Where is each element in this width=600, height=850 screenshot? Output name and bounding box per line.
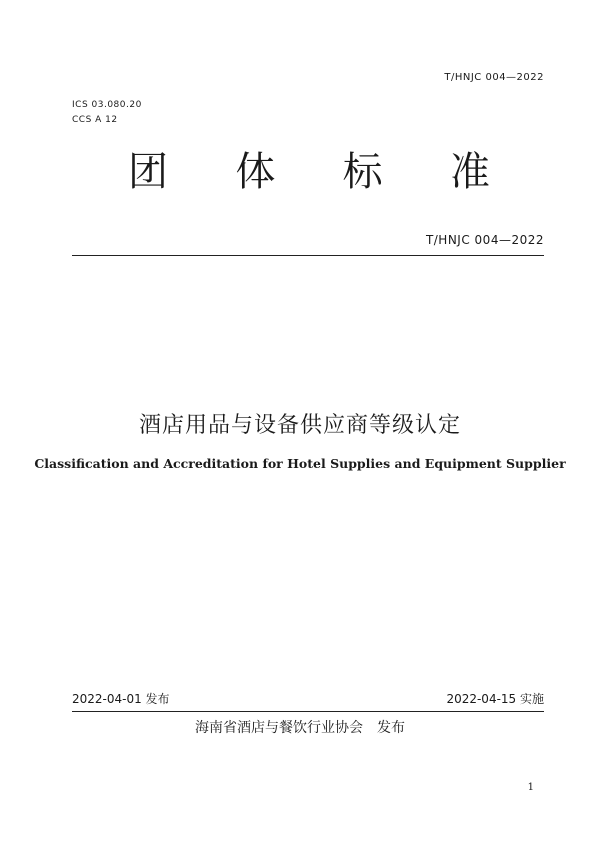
implement-date: 2022-04-15 实施	[446, 692, 544, 706]
ics-code: ICS 03.080.20	[72, 100, 142, 110]
type-title-char: 团	[128, 149, 168, 195]
title-chinese: 酒店用品与设备供应商等级认定	[138, 413, 461, 438]
type-title-char: 标	[342, 149, 383, 195]
publish-date: 2022-04-01 发布	[72, 692, 170, 706]
header-standard-code: T/HNJC 004—2022	[444, 72, 544, 83]
standard-number: T/HNJC 004—2022	[425, 233, 544, 247]
document-type-title	[128, 148, 490, 196]
issuer: 海南省酒店与餐饮行业协会 发布	[195, 720, 405, 736]
page-number: 1	[527, 782, 534, 793]
top-divider	[72, 255, 544, 256]
type-title-char: 体	[235, 149, 276, 195]
type-title-char: 准	[449, 149, 490, 195]
ccs-code: CCS A 12	[72, 115, 118, 125]
title-english: Classification and Accreditation for Hotel Supplies and Equipment Supplier	[34, 456, 566, 471]
bottom-divider	[72, 711, 544, 712]
